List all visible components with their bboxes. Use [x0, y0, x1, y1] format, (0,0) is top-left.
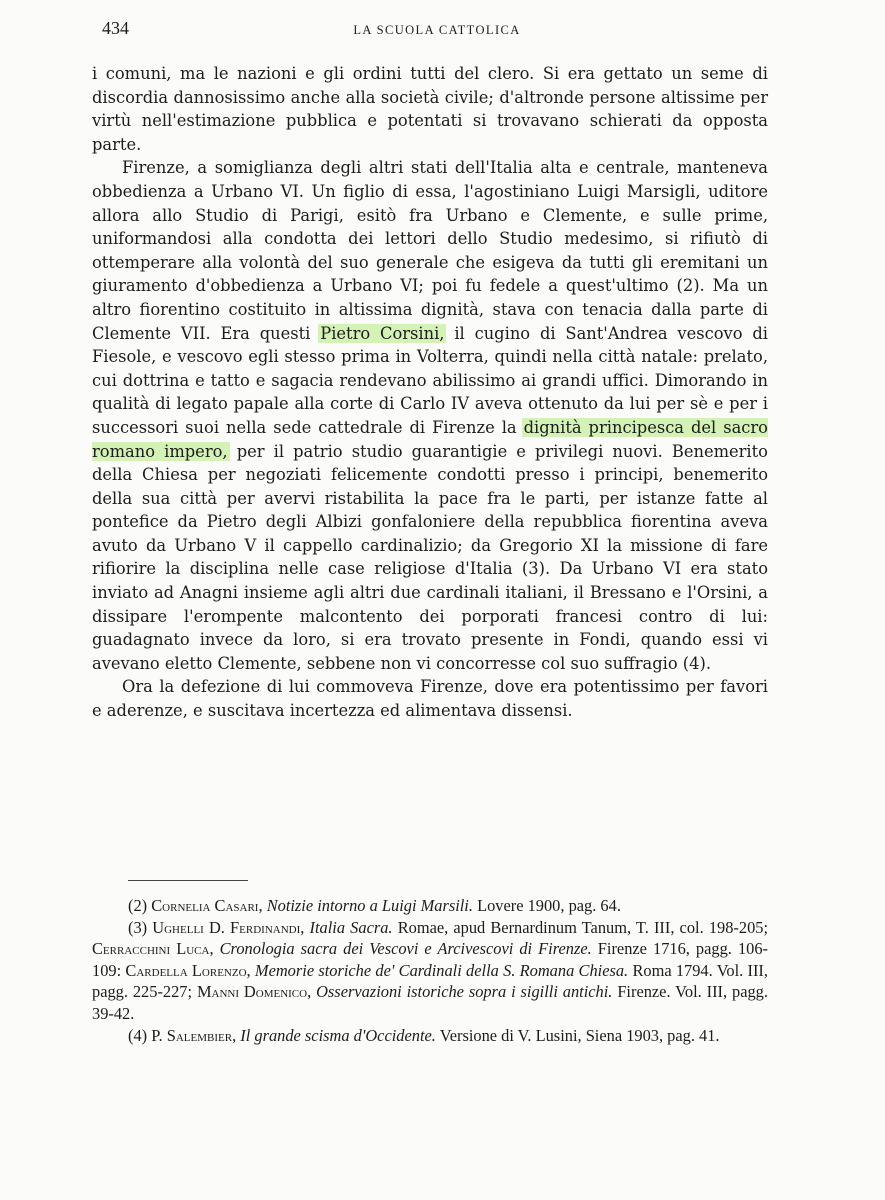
footnote-details: Lovere 1900, pag. 64. [477, 896, 621, 915]
footnote-title: Notizie intorno a Luigi Marsili. [266, 896, 473, 915]
paragraph-1: i comuni, ma le nazioni e gli ordini tutti del clero. Si era gettato un seme di discordia dannosissimo anche alla società civile; d'altronde persone altissime per virtù nell'estimazione pubblica e potentati si trovavano schierati da opposta parte. [92, 64, 768, 154]
footnote-author: Ughelli D. Ferdinandi, [152, 917, 305, 937]
footnote-author: Cerracchini Luca, [92, 939, 214, 959]
main-text [92, 62, 768, 723]
footnote-details: Roma 1794. Vol. III, pagg. 225-227; [92, 960, 768, 1002]
footnote-number: (4) [128, 1025, 148, 1045]
highlight-dignita-principesca: dignità principesca del sacro romano impero, [92, 417, 768, 461]
footnote-title: Il grande scisma d'Occidente. [240, 1025, 436, 1045]
footnote-number: (3) [128, 917, 148, 937]
footnote-details: Firenze 1716, pagg. 106-109: [92, 939, 768, 980]
paragraph-3: Ora la defezione di lui commoveva Firenze, dove era potentissimo per favori e aderenze, e suscitava incertezza ed alimentava dissensi. [92, 677, 768, 721]
highlight-pietro-corsini: Pietro Corsini, [320, 323, 445, 343]
footnote-details: Versione di V. Lusini, Siena 1903, pag. 41. [439, 1025, 720, 1045]
footnote-author: Cardella Lorenzo, [125, 960, 251, 980]
footnote-number: (2) [128, 896, 148, 915]
footnote-title: Memorie storiche de' Cardinali della S. Romana Chiesa. [254, 960, 629, 980]
footnote-author: Cornelia Casari, [151, 896, 263, 915]
page-header [92, 16, 782, 46]
paragraph-2-part-b: il cugino di Sant'Andrea vescovo di Fiesole, e vescovo egli stesso prima in Volterra, quindi nella città natale: prelato, cui dottrina e tatto e sagacia rendevano abilissimo ai grandi uffici. Dimorando in qualità di legato papale alla corte di Carlo IV aveva ottenuto da lui per sè e per i successori suoi nella sede cattedrale di Firenze la [92, 323, 768, 437]
footnote-details: Firenze. Vol. III, pagg. 39-42. [92, 982, 768, 1023]
footnote-title: Cronologia sacra dei Vescovi e Arcivescovi di Firenze. [219, 939, 592, 959]
footnotes [92, 895, 768, 1046]
footnote-author: Manni Domenico, [196, 982, 312, 1002]
paragraph-2-part-c: per il patrio studio guarantigie e privilegi nuovi. Benemerito della Chiesa per negoziati felicemente condotti presso i principi, benemerito della sua città per avervi ristabilita la pace fra le parti, per istanze fatte al pontefice da Pietro degli Albizi gonfaloniere della repubblica fiorentina aveva avuto da Urbano V il cappello cardinalizio; da Gregorio XI la missione di fare rifiorire la disciplina nelle case religiose d'Italia (3). Da Urbano VI era stato inviato ad Anagni insieme agli altri due cardinali italiani, il Bressano e l'Orsini, a dissipare l'erompente malcontento dei porporati francesi contro di lui: guadagnato invece da loro, si era trovato presente in Fondi, quando essi vi avevano eletto Clemente, sebbene non vi concorresse col suo suffragio (4). [92, 441, 768, 673]
footnote-author: P. Salembier, [151, 1025, 237, 1045]
footnote-separator [128, 880, 248, 881]
footnote-2 [92, 895, 768, 917]
footnote-title: Osservazioni istoriche sopra i sigilli antichi. [316, 982, 613, 1002]
footnote-4 [92, 1025, 768, 1047]
page-number: 434 [102, 18, 129, 38]
footnote-3 [92, 917, 768, 1025]
footnote-details: Romae, apud Bernardinum Tanum, T. III, col. 198-205; [397, 917, 769, 937]
paragraph-2-part-a: Firenze, a somiglianza degli altri stati dell'Italia alta e centrale, manteneva obbedienza a Urbano VI. Un figlio di essa, l'agostiniano Luigi Marsigli, uditore allora allo Studio di Parigi, esitò fra Urbano e Clemente, e sulle prime, uniformandosi alla condotta dei lettori dello Studio medesimo, si rifiutò di ottemperare alla volontà del suo generale che esigeva da tutti gli eremitani un giuramento d'obbedienza a Urbano VI; poi fu fedele a quest'ultimo (2). Ma un altro fiorentino costituito in altissima dignità, stava con tenacia dalla parte di Clemente VII. Era questi [92, 158, 768, 343]
running-head: LA SCUOLA CATTOLICA [353, 23, 521, 37]
paragraph-2 [92, 156, 768, 675]
footnote-title: Italia Sacra. [309, 917, 393, 937]
